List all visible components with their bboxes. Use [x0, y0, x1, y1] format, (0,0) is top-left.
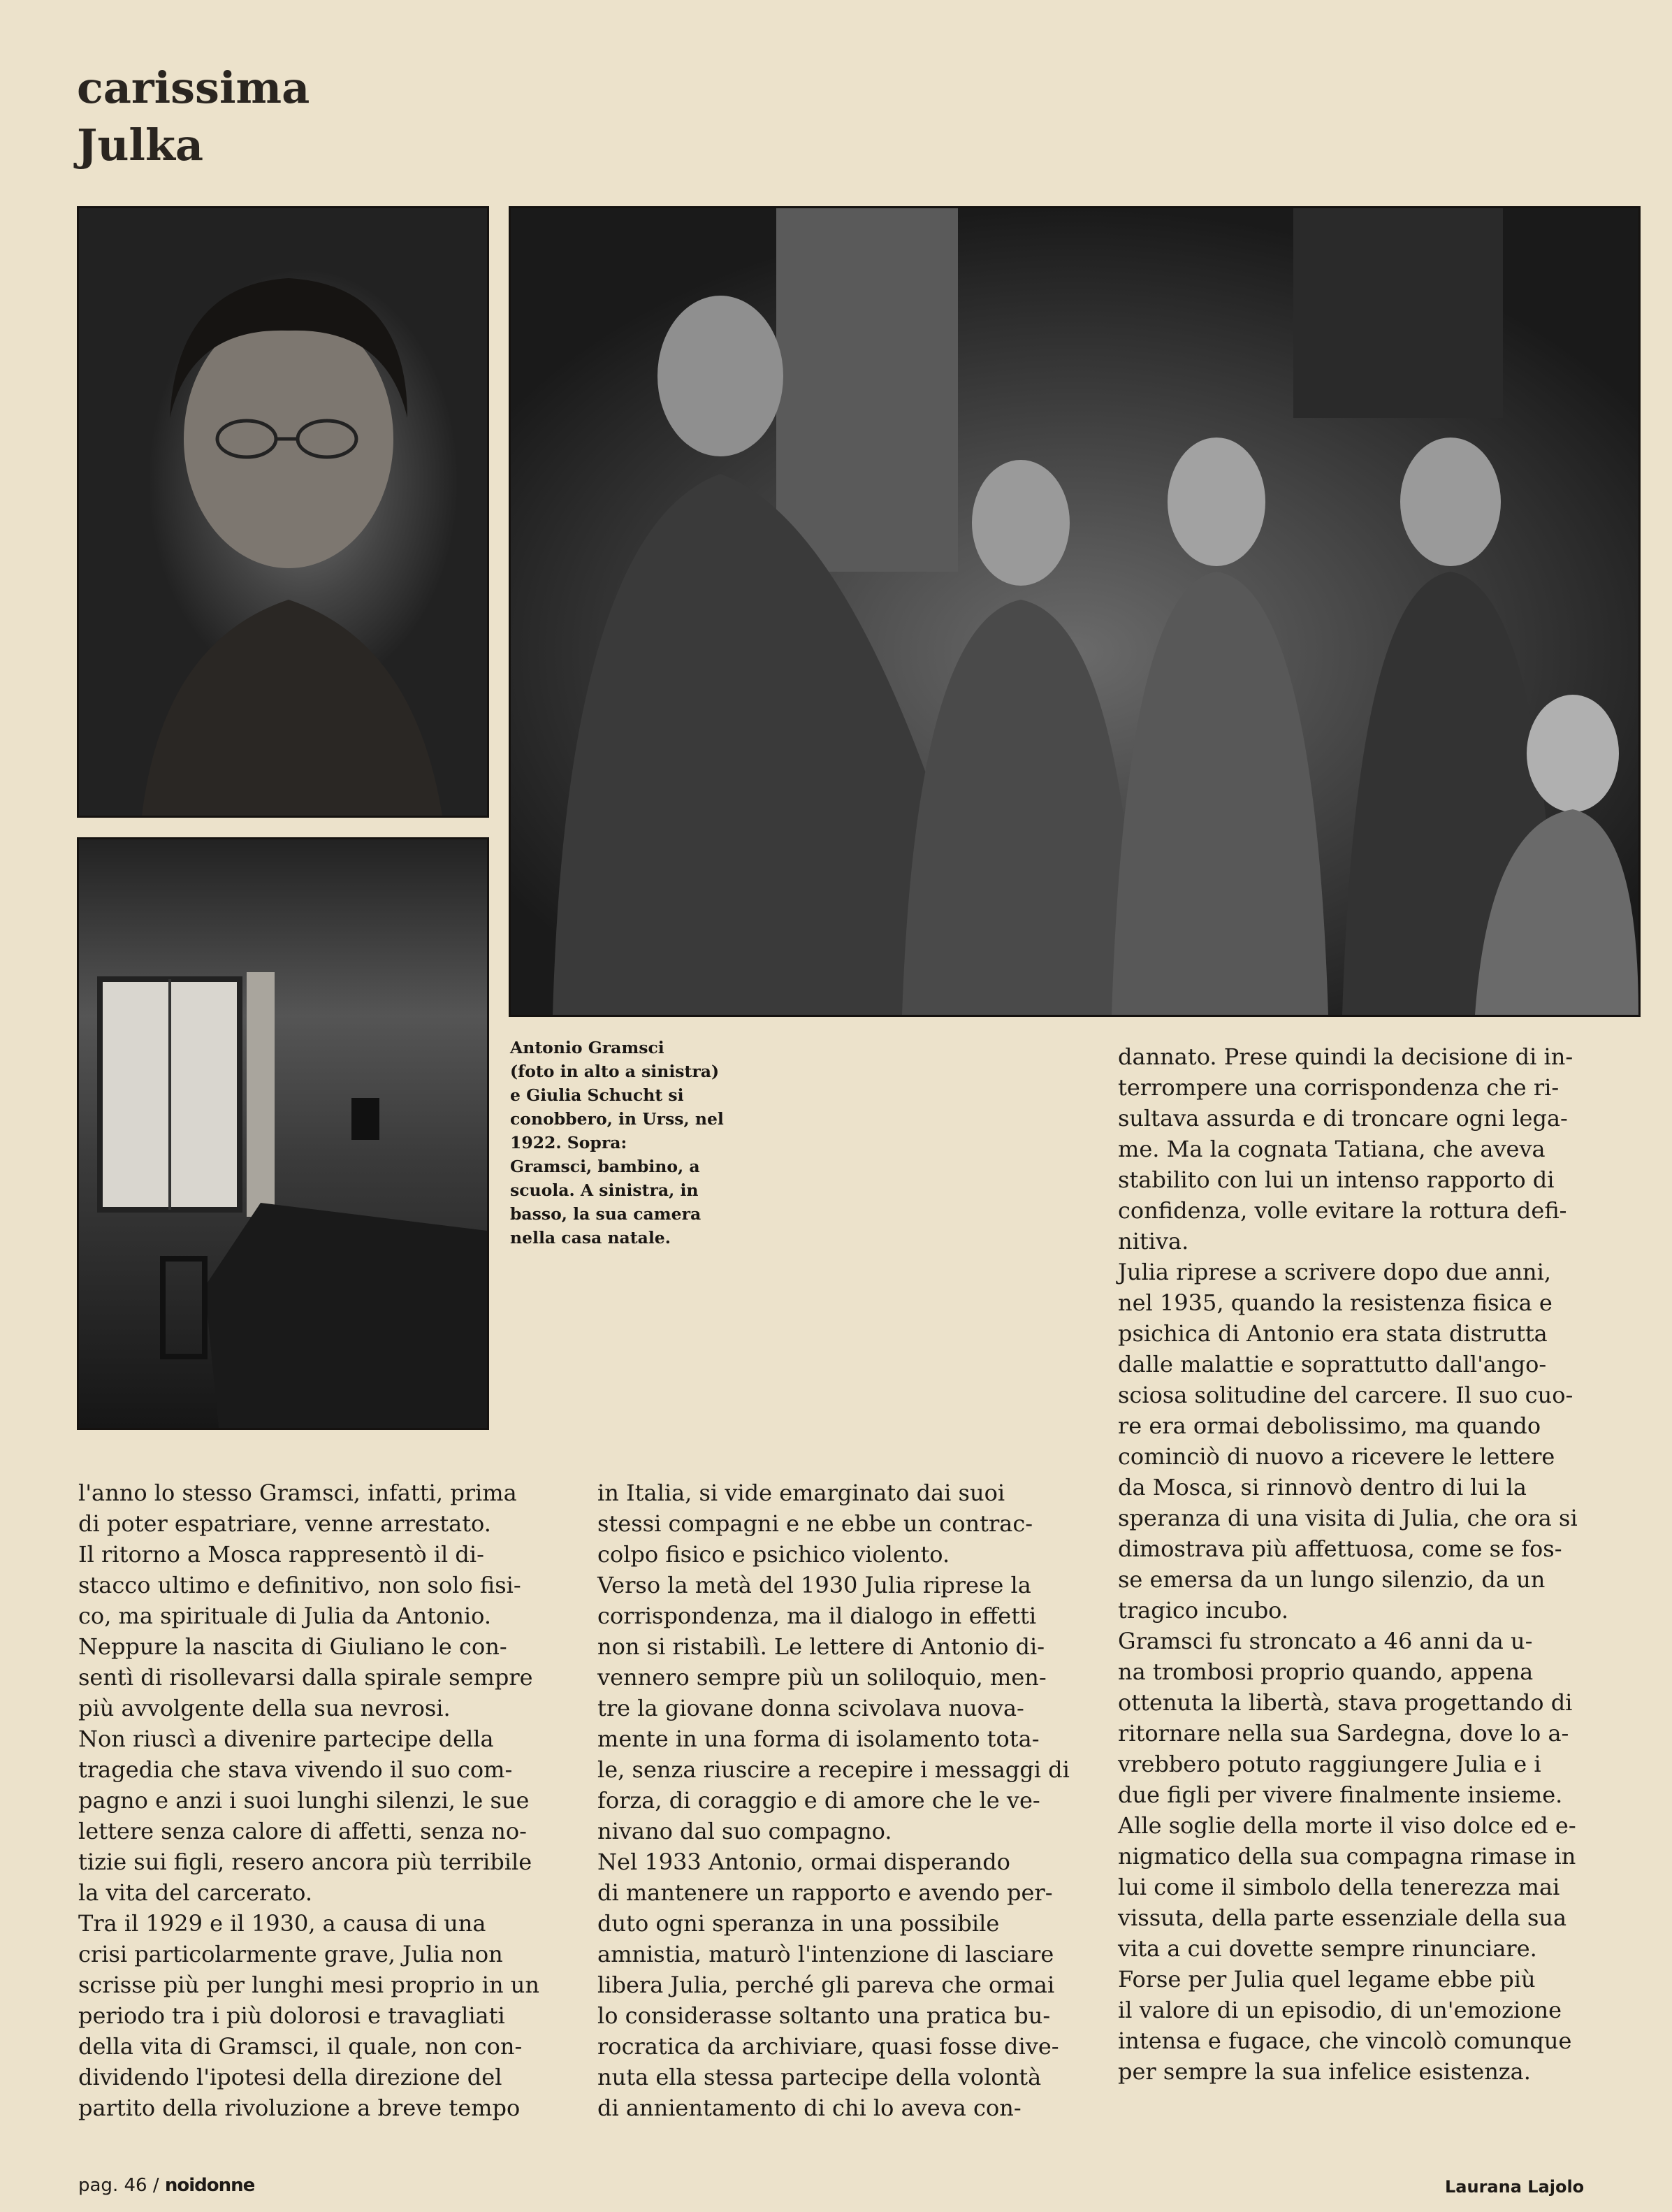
text-line: dividendo l'ipotesi della direzione del	[78, 2064, 502, 2090]
text-line: cominciò di nuovo a ricevere le lettere	[1118, 1443, 1555, 1470]
text-line: psichica di Antonio era stata distrutta	[1118, 1320, 1548, 1347]
text-line: nitiva.	[1118, 1228, 1189, 1255]
text-column-2	[597, 1477, 1073, 2123]
page-footer	[78, 2174, 254, 2197]
text-line: dimostrava più affettuosa, come se fos-	[1118, 1535, 1562, 1562]
text-line: dalle malattie e soprattutto dall'ango-	[1118, 1351, 1547, 1378]
author-signature: Laurana Lajolo	[1445, 2177, 1585, 2197]
text-column-3	[1118, 1041, 1607, 2087]
text-line: partito della rivoluzione a breve tempo	[78, 2095, 521, 2121]
caption-line: scuola. A sinistra, in	[510, 1180, 699, 1200]
text-line: confidenza, volle evitare la rottura defi-	[1118, 1197, 1567, 1224]
text-line: Forse per Julia quel legame ebbe più	[1118, 1966, 1536, 1993]
portrait-figure	[79, 208, 487, 816]
text-line: corrispondenza, ma il dialogo in effetti	[597, 1603, 1037, 1629]
text-line: la vita del carcerato.	[78, 1879, 312, 1906]
text-line: Alle soglie della morte il viso dolce ed e-	[1118, 1812, 1576, 1839]
text-line: libera Julia, perché gli pareva che ormai	[597, 1972, 1055, 1998]
title-line-2: Julka	[77, 120, 204, 171]
text-line: ritornare nella sua Sardegna, dove lo a-	[1118, 1720, 1569, 1747]
text-line: non si ristabilì. Le lettere di Antonio di-	[597, 1633, 1045, 1660]
text-line: rocratica da archiviare, quasi fosse dive-	[597, 2033, 1059, 2060]
caption-line: e Giulia Schucht si	[510, 1085, 684, 1105]
text-line: colpo fisico e psichico violento.	[597, 1541, 950, 1568]
text-line: tre la giovane donna scivolava nuova-	[597, 1695, 1024, 1721]
text-line: tragedia che stava vivendo il suo com-	[78, 1756, 513, 1783]
text-line: se emersa da un lungo silenzio, da un	[1118, 1566, 1546, 1593]
caption-line: (foto in alto a sinistra)	[510, 1062, 720, 1081]
text-line: le, senza riuscire a recepire i messaggi di	[597, 1756, 1070, 1783]
text-line: scrisse più per lunghi mesi proprio in un	[78, 1972, 540, 1998]
text-line: intensa e fugace, che vincolò comunque	[1118, 2027, 1572, 2054]
text-line: il valore di un episodio, di un'emozione	[1118, 1997, 1562, 2023]
text-line: sultava assurda e di troncare ogni lega-	[1118, 1105, 1568, 1132]
text-line: Gramsci fu stroncato a 46 anni da u-	[1118, 1628, 1533, 1654]
text-line: tizie sui figli, resero ancora più terribile	[78, 1849, 532, 1875]
text-line: ottenuta la libertà, stava progettando di	[1118, 1689, 1573, 1716]
text-line: Il ritorno a Mosca rappresentò il di-	[78, 1541, 484, 1568]
magazine-name: noidonne	[164, 2175, 255, 2196]
text-line: vita a cui dovette sempre rinunciare.	[1118, 1935, 1537, 1962]
caption-line: conobbero, in Urss, nel	[510, 1109, 724, 1129]
text-line: stabilito con lui un intenso rapporto di	[1118, 1166, 1555, 1193]
text-line: nivano dal suo compagno.	[597, 1818, 892, 1844]
text-line: speranza di una visita di Julia, che ora si	[1118, 1505, 1578, 1531]
portrait-photo	[77, 206, 489, 818]
caption-line: Antonio Gramsci	[510, 1038, 664, 1057]
text-line: stessi compagni e ne ebbe un contrac-	[597, 1510, 1033, 1537]
text-line: vissuta, della parte essenziale della sua	[1118, 1904, 1567, 1931]
text-line: me. Ma la cognata Tatiana, che aveva	[1118, 1136, 1546, 1162]
text-line: Non riuscì a divenire partecipe della	[78, 1726, 494, 1752]
caption-line: Gramsci, bambino, a	[510, 1157, 700, 1176]
text-line: della vita di Gramsci, il quale, non con-	[78, 2033, 523, 2060]
text-line: terrompere una corrispondenza che ri-	[1118, 1074, 1560, 1101]
text-line: più avvolgente della sua nevrosi.	[78, 1695, 451, 1721]
text-line: vennero sempre più un soliloquio, men-	[597, 1664, 1047, 1691]
title-line-1: carissima	[77, 62, 310, 113]
text-line: Verso la metà del 1930 Julia riprese la	[597, 1572, 1031, 1598]
caption-line: basso, la sua camera	[510, 1204, 701, 1224]
text-line: amnistia, maturò l'intenzione di lasciare	[597, 1941, 1054, 1967]
text-line: nigmatico della sua compagna rimase in	[1118, 1843, 1576, 1870]
text-line: Julia riprese a scrivere dopo due anni,	[1118, 1259, 1552, 1285]
article-title	[77, 59, 310, 174]
page-number: pag. 46 /	[78, 2175, 165, 2196]
caption-line: nella casa natale.	[510, 1228, 671, 1248]
caption-line: 1922. Sopra:	[510, 1133, 627, 1152]
text-line: Neppure la nascita di Giuliano le con-	[78, 1633, 507, 1660]
text-line: co, ma spirituale di Julia da Antonio.	[78, 1603, 492, 1629]
text-line: per sempre la sua infelice esistenza.	[1118, 2058, 1531, 2085]
school-figure	[511, 208, 1638, 1015]
text-line: lo considerasse soltanto una pratica bu-	[597, 2002, 1051, 2029]
text-line: nuta ella stessa partecipe della volontà	[597, 2064, 1042, 2090]
text-line: Tra il 1929 e il 1930, a causa di una	[78, 1910, 486, 1937]
text-line: di mantenere un rapporto e avendo per-	[597, 1879, 1053, 1906]
text-line: dannato. Prese quindi la decisione di in-	[1118, 1043, 1573, 1070]
text-line: in Italia, si vide emarginato dai suoi	[597, 1480, 1005, 1506]
text-line: nel 1935, quando la resistenza fisica e	[1118, 1289, 1553, 1316]
text-line: due figli per vivere finalmente insieme.	[1118, 1781, 1563, 1808]
text-line: forza, di coraggio e di amore che le ve-	[597, 1787, 1040, 1814]
text-line: lettere senza calore di affetti, senza no-	[78, 1818, 527, 1844]
text-line: da Mosca, si rinnovò dentro di lui la	[1118, 1474, 1527, 1501]
text-line: mente in una forma di isolamento tota-	[597, 1726, 1040, 1752]
text-line: periodo tra i più dolorosi e travagliati	[78, 2002, 505, 2029]
text-line: crisi particolarmente grave, Julia non	[78, 1941, 503, 1967]
text-line: l'anno lo stesso Gramsci, infatti, prima	[78, 1480, 517, 1506]
school-group-photo	[509, 206, 1641, 1017]
room-figure	[79, 839, 487, 1428]
text-line: di poter espatriare, venne arrestato.	[78, 1510, 491, 1537]
text-line: na trombosi proprio quando, appena	[1118, 1658, 1534, 1685]
text-line: re era ormai debolissimo, ma quando	[1118, 1412, 1541, 1439]
text-line: stacco ultimo e definitivo, non solo fisi-	[78, 1572, 521, 1598]
text-line: Nel 1933 Antonio, ormai disperando	[597, 1849, 1010, 1875]
text-column-1	[78, 1477, 539, 2123]
text-line: duto ogni speranza in una possibile	[597, 1910, 1000, 1937]
room-photo	[77, 837, 489, 1430]
text-line: lui come il simbolo della tenerezza mai	[1118, 1874, 1560, 1900]
text-line: sciosa solitudine del carcere. Il suo cuo-	[1118, 1382, 1573, 1408]
text-line: pagno e anzi i suoi lunghi silenzi, le sue	[78, 1787, 530, 1814]
text-line: tragico incubo.	[1118, 1597, 1289, 1624]
photo-caption	[510, 1036, 769, 1250]
text-line: vrebbero potuto raggiungere Julia e i	[1118, 1751, 1541, 1777]
text-line: di annientamento di chi lo aveva con-	[597, 2095, 1022, 2121]
text-line: sentì di risollevarsi dalla spirale sempre	[78, 1664, 533, 1691]
